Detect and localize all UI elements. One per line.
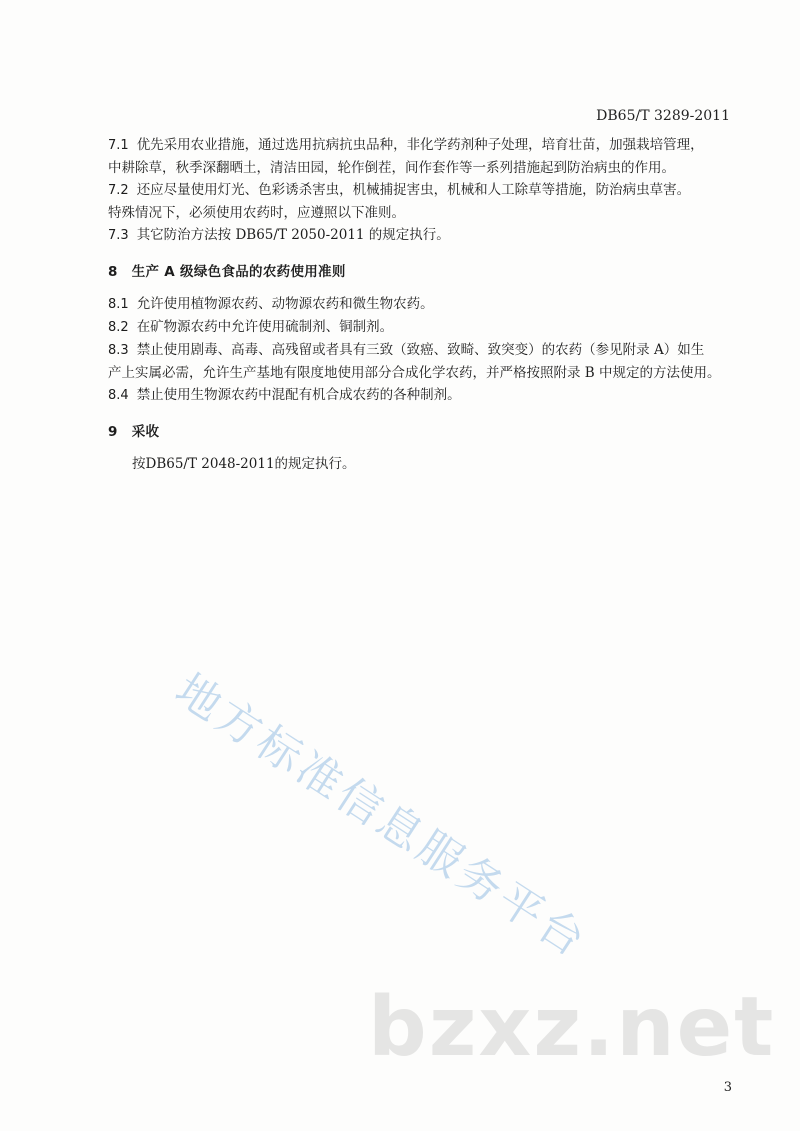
paragraph-8-2 [108, 316, 748, 339]
document-code: DB65/T 3289-2011 [596, 108, 730, 124]
paragraph-8-3 [108, 339, 748, 362]
section-heading-8 [108, 261, 748, 283]
paragraph-text: 禁止使用生物源农药中混配有机合成农药的各种制剂。 [136, 387, 461, 403]
paragraph-continuation: 中耕除草，秋季深翻晒土，清洁田园，轮作倒茬，间作套作等一系列措施起到防治病虫的作用。 [108, 160, 675, 176]
site-watermark: bzxz.net [368, 980, 776, 1075]
section-title: 采收 [131, 424, 160, 440]
clause-number: 8.4 [108, 388, 129, 403]
paragraph-text: 在矿物源农药中允许使用硫制剂、铜制剂。 [136, 319, 394, 335]
section-number: 9 [108, 424, 118, 440]
paragraph-text: 允许使用植物源农药、动物源农药和微生物农药。 [136, 296, 434, 312]
paragraph-7-3 [108, 224, 748, 247]
clause-number: 7.2 [108, 183, 129, 198]
paragraph-text: 优先采用农业措施，通过选用抗病抗虫品种，非化学药剂种子处理，培育壮苗，加强栽培管理， [136, 137, 704, 153]
document-body [108, 134, 748, 475]
paragraph-text: 禁止使用剧毒、高毒、高残留或者具有三致（致癌、致畸、致突变）的农药（参见附录 A）如生 [136, 342, 705, 358]
paragraph-text: 其它防治方法按 DB65/T 2050-2011 的规定执行。 [136, 227, 450, 243]
paragraph-text: 还应尽量使用灯光、色彩诱杀害虫，机械捕捉害虫，机械和人工除草等措施，防治病虫草害。 [136, 182, 691, 198]
paragraph-8-4 [108, 384, 748, 407]
clause-number: 8.2 [108, 320, 129, 335]
section-number: 8 [108, 264, 118, 280]
paragraph-9: 按DB65/T 2048-2011的规定执行。 [132, 456, 356, 472]
paragraph-continuation: 特殊情况下，必须使用农药时，应遵照以下准则。 [108, 205, 405, 221]
section-heading-9 [108, 421, 748, 443]
watermark-text: 地方标准信息服务平台 [166, 664, 597, 969]
paragraph-7-1 [108, 134, 748, 157]
page-number: 3 [723, 1080, 732, 1095]
paragraph-7-2 [108, 179, 748, 202]
clause-number: 7.1 [108, 138, 129, 153]
section-title: 生产 A 级绿色食品的农药使用准则 [131, 264, 346, 280]
clause-number: 8.1 [108, 297, 129, 312]
clause-number: 7.3 [108, 228, 129, 243]
paragraph-continuation: 产上实属必需，允许生产基地有限度地使用部分合成化学农药，并严格按照附录 B 中规定的方法使用。 [108, 365, 721, 381]
paragraph-8-1 [108, 293, 748, 316]
clause-number: 8.3 [108, 343, 129, 358]
